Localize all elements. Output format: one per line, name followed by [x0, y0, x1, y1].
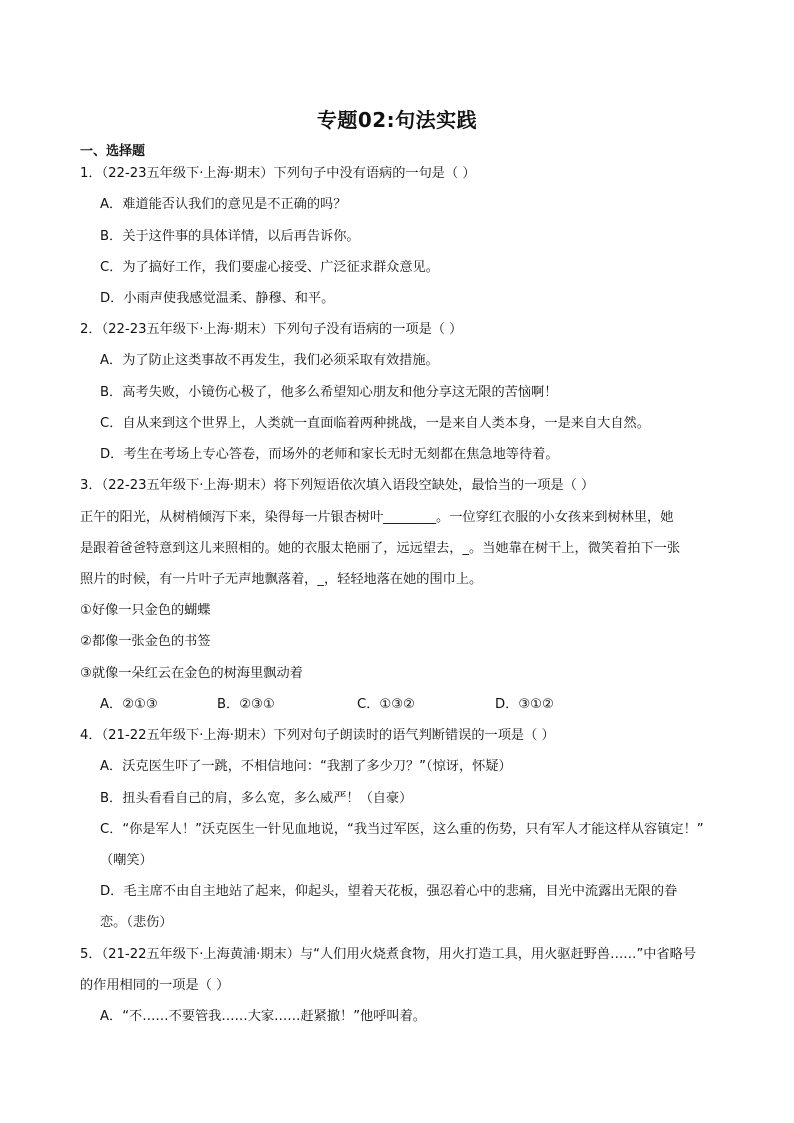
question-1-option-a: A．难道能否认我们的意见是不正确的吗？ — [100, 197, 347, 212]
page-title: 专题02:句法实践 — [316, 108, 478, 132]
question-1-option-c: C．为了搞好工作，我们要虚心接受、广泛征求群众意见。 — [100, 260, 439, 275]
question-3-option-d: D．③①② — [495, 697, 554, 712]
question-3-phrase-2: ②都像一张金色的书签 — [80, 634, 211, 649]
question-3-options — [100, 695, 554, 715]
question-4-option-d: D．毛主席不由自主地站了起来，仰起头，望着天花板，强忍着心中的悲痛，目光中流露出无限的眷 — [100, 884, 678, 899]
question-4-option-c: C．“你是军人！”沃克医生一针见血地说，“我当过军医，这么重的伤势，只有军人才能这样从容镇定！” — [100, 822, 704, 837]
question-4-stem: 4．（21-22五年级下·上海·期末）下列对句子朗读时的语气判断错误的一项是（ ） — [80, 728, 555, 743]
question-4-option-c-cont: （嘲笑） — [100, 853, 153, 868]
question-3-stem: 3．（22-23五年级下·上海·期末）将下列短语依次填入语段空缺处，最恰当的一项是（ ） — [80, 478, 595, 493]
question-2-option-c: C．自从来到这个世界上，人类就一直面临着两种挑战，一是来自人类本身，一是来自大自然。 — [100, 416, 650, 431]
question-3-passage-line: 正午的阳光，从树梢倾泻下来，染得每一片银杏树叶________。一位穿红衣服的小女孩来到树林里，她 — [80, 510, 674, 525]
question-3-phrase-1: ①好像一只金色的蝴蝶 — [80, 603, 211, 618]
question-2-option-a: A．为了防止这类事故不再发生，我们必须采取有效措施。 — [100, 353, 439, 368]
question-2-stem: 2．（22-23五年级下·上海·期末）下列句子没有语病的一项是（ ） — [80, 322, 463, 337]
question-1-option-b: B．关于这件事的具体详情，以后再告诉你。 — [100, 229, 360, 244]
question-4-option-d-cont: 恋。（悲伤） — [100, 915, 173, 930]
question-1-stem: 1．（22-23五年级下·上海·期末）下列句子中没有语病的一句是（ ） — [80, 166, 476, 181]
question-4-option-a: A．沃克医生吓了一跳，不相信地问：“我割了多少刀？”（惊讶，怀疑） — [100, 759, 512, 774]
question-1-option-d: D．小雨声使我感觉温柔、静穆、和平。 — [100, 291, 335, 306]
question-3-phrase-3: ③就像一朵红云在金色的树海里飘动着 — [80, 666, 303, 681]
section-heading: 一、选择题 — [80, 144, 146, 159]
question-3-option-c: C．①③② — [357, 697, 415, 712]
question-2-option-d: D．考生在考场上专心答卷，而场外的老师和家长无时无刻都在焦急地等待着。 — [100, 447, 559, 462]
question-3-option-b: B．②③① — [217, 697, 275, 712]
question-3-passage-line: 是跟着爸爸特意到这儿来照相的。她的衣服太艳丽了，远远望去，_。当她靠在树干上，微笑着拍下一张 — [80, 541, 681, 556]
question-4-option-b: B．扭头看看自己的肩，多么宽，多么威严！（自豪） — [100, 791, 413, 806]
question-5-option-a: A．“不……不要管我……大家……赶紧撤！”他呼叫着。 — [100, 1009, 426, 1024]
question-2-option-b: B．高考失败，小镜伤心极了，他多么希望知心朋友和他分享这无限的苦恼啊！ — [100, 385, 558, 400]
question-3-option-a: A．②①③ — [100, 697, 158, 712]
question-5-stem-cont: 的作用相同的一项是（ ） — [80, 978, 230, 993]
question-3-passage-line: 照片的时候，有一片叶子无声地飘落着，_，轻轻地落在她的围巾上。 — [80, 572, 483, 587]
question-5-stem: 5．（21-22五年级下·上海黄浦·期末）与“人们用火烧煮食物，用火打造工具，用火驱赶野兽……”中省略号 — [80, 947, 697, 962]
